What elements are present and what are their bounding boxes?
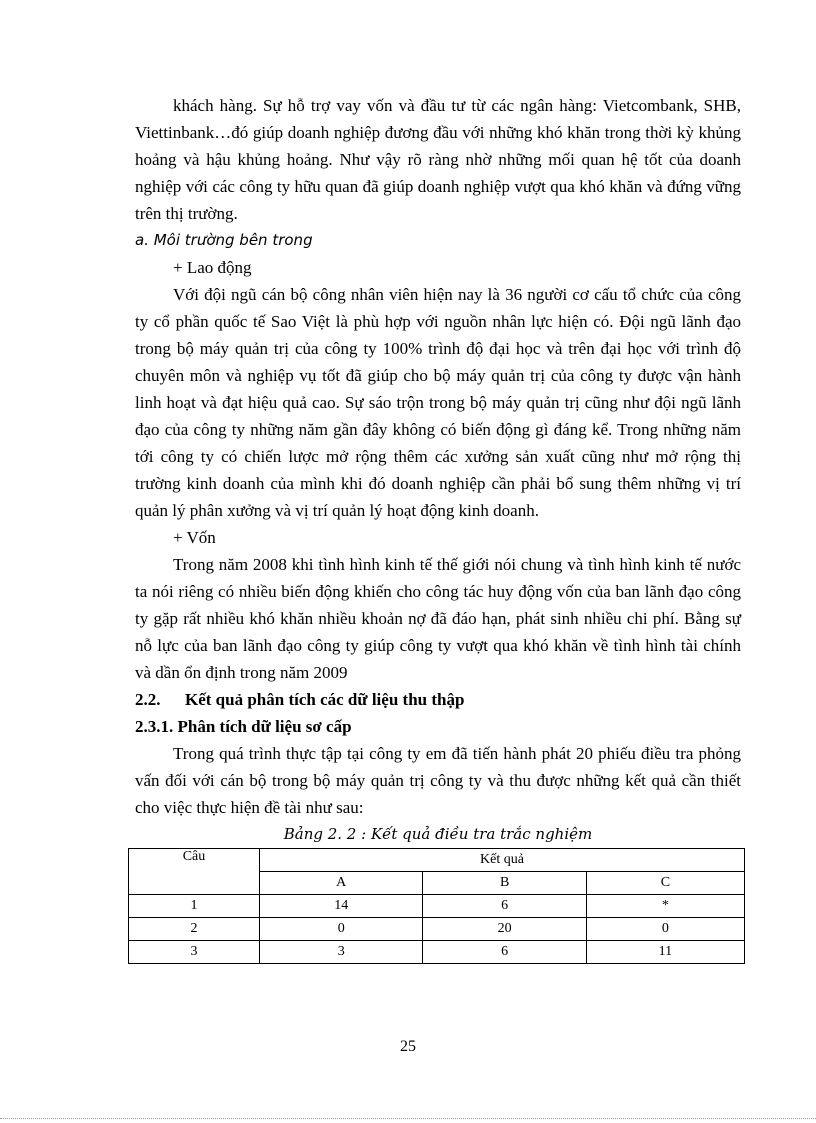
table-cell: 3 — [129, 941, 260, 964]
document-page — [135, 92, 741, 964]
table-cell: 0 — [586, 918, 744, 941]
table-caption: Bảng 2. 2 : Kết quả điều tra trắc nghiệm — [283, 825, 593, 843]
paragraph-survey: Trong quá trình thực tập tại công ty em đã tiến hành phát 20 phiếu điều tra phỏng vấn đối với cán bộ trong bộ máy quản trị công ty và thu được những kết quả cần thiết cho việc thực hiện đề tài như sau: — [135, 744, 741, 817]
page-bottom-divider — [0, 1118, 816, 1119]
paragraph-partners: khách hàng. Sự hỗ trợ vay vốn và đầu tư từ các ngân hàng: Vietcombank, SHB, Viettinbank…đó giúp doanh nghiệp đương đầu với những khó khăn trong thời kỳ khủng hoảng và hậu khủng hoảng. Như vậy rõ ràng nhờ những mối quan hệ tốt của doanh nghiệp với các công ty hữu quan đã giúp doanh nghiệp vượt qua khó khăn và đứng vững trên thị trường. — [135, 96, 741, 223]
table-header-row — [129, 849, 745, 872]
header-question: Câu — [129, 849, 260, 895]
page-number: 25 — [400, 1038, 416, 1055]
subheader-c: C — [586, 872, 744, 895]
bullet-capital: + Vốn — [173, 528, 216, 547]
subheading-internal-environment: a. Môi trường bên trong — [135, 231, 313, 249]
table-cell: 14 — [260, 895, 423, 918]
section-title: Kết quả phân tích các dữ liệu thu thập — [185, 690, 465, 709]
subheader-a: A — [260, 872, 423, 895]
paragraph-capital: Trong năm 2008 khi tình hình kinh tế thế giới nói chung và tình hình kinh tế nước ta nói riêng có nhiều biến động khiến cho công tác huy động vốn của ban lãnh đạo công ty gặp rất nhiều khó khăn nhiều khoản nợ đã đáo hạn, phát sinh nhiều chi phí. Bằng sự nỗ lực của ban lãnh đạo công ty giúp công ty vượt qua khó khăn về tình hình tài chính và dần ổn định trong năm 2009 — [135, 555, 741, 682]
table-cell: 0 — [260, 918, 423, 941]
survey-results-table — [128, 848, 745, 964]
table-row — [129, 941, 745, 964]
table-cell: 1 — [129, 895, 260, 918]
bullet-labor: + Lao động — [173, 258, 252, 277]
section-heading-2-2 — [135, 686, 741, 713]
header-result: Kết quả — [260, 849, 745, 872]
subsection-heading-2-3-1: 2.3.1. Phân tích dữ liệu sơ cấp — [135, 717, 352, 736]
section-number: 2.2. — [135, 690, 161, 709]
table-row — [129, 895, 745, 918]
paragraph-labor: Với đội ngũ cán bộ công nhân viên hiện nay là 36 người cơ cấu tổ chức của công ty cổ phần quốc tế Sao Việt là phù hợp với nguồn nhân lực hiện có. Đội ngũ lãnh đạo trong bộ máy quản trị của công ty 100% trình độ đại học và trên đại học với trình độ chuyên môn và nghiệp vụ tốt đã giúp cho bộ máy quản trị của công ty được vận hành linh hoạt và đạt hiệu quả cao. Sự sáo trộn trong bộ máy quản trị cũng như đội ngũ lãnh đạo của công ty những năm gần đây không có biến động gì đáng kể. Trong những năm tới công ty có chiến lược mở rộng thêm các xưởng sản xuất cũng như mở rộng thị trường kinh doanh của mình khi đó doanh nghiệp cần phải bổ sung thêm những vị trí quản lý phân xưởng và vị trí quản lý hoạt động kinh doanh. — [135, 285, 741, 520]
table-cell: 6 — [423, 895, 586, 918]
table-cell: 3 — [260, 941, 423, 964]
table-cell: 6 — [423, 941, 586, 964]
subheader-b: B — [423, 872, 586, 895]
table-cell: 20 — [423, 918, 586, 941]
table-cell: 11 — [586, 941, 744, 964]
table-row — [129, 918, 745, 941]
table-cell: * — [586, 895, 744, 918]
table-cell: 2 — [129, 918, 260, 941]
